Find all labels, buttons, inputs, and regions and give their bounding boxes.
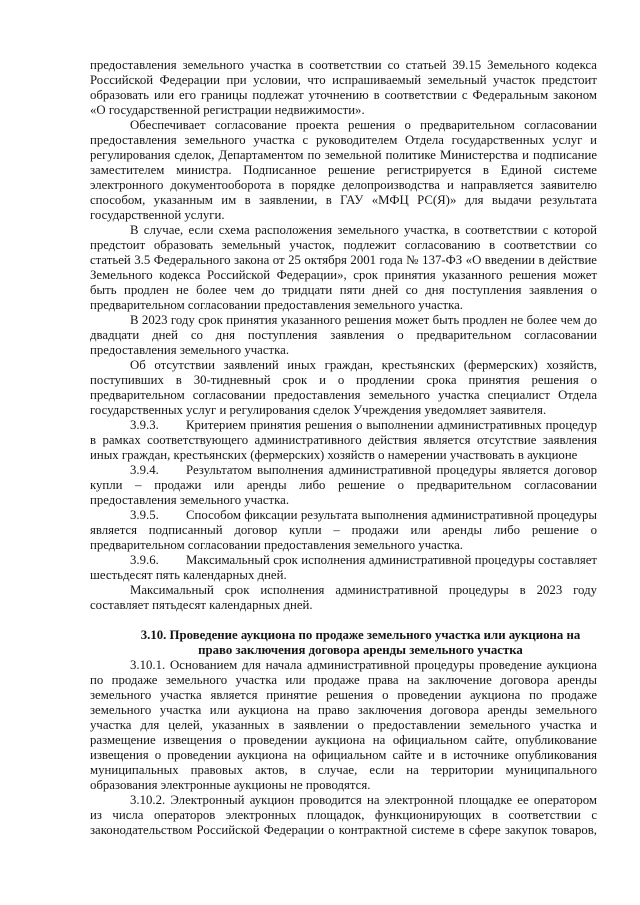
text-line: двадцати дней со дня поступления заявления о предварительном согласовании (90, 328, 597, 342)
document-body (90, 58, 597, 838)
item-text: Критерием принятия решения о выполнении административных процедур (186, 418, 597, 432)
text-line: участка для целей, указанных в заявлении о предоставлении земельного участка и (90, 718, 597, 732)
section-heading (90, 628, 597, 658)
text-line: «О государственной регистрации недвижимости». (90, 103, 365, 117)
text-line: статьей 3.5 Федерального закона от 25 октября 2001 года № 137-ФЗ «О введении в действие (90, 253, 597, 267)
text-line: образовать или его границы подлежат уточнению в соответствии с Федеральным законом (90, 88, 597, 102)
text-line: Земельного кодекса Российской Федерации», срок принятия указанного решения может (90, 268, 597, 282)
paragraph (90, 463, 597, 508)
text-line: способом, указанным им в заявлении, в ГАУ «МФЦ РС(Я)» для выдачи результата (90, 193, 597, 207)
text-line: предстоит образовать земельный участок, подлежит согласованию в соответствии со (90, 238, 597, 252)
text-line: электронного документооборота в порядке делопроизводства и направляется заявителю (90, 178, 597, 192)
text-line: купли – продажи или аренды либо решение о предварительном согласовании (90, 478, 597, 492)
text-line: поступивших в 30-тидневный срок и о продлении срока принятия решения о (90, 373, 597, 387)
text-line: заместителем министра. Подписанное решение регистрируется в Единой системе (90, 163, 597, 177)
text-line (90, 418, 597, 433)
paragraph (90, 658, 597, 793)
text-line: предоставления земельного участка с руководителем Отдела государственных услуг и (90, 133, 597, 147)
text-line: Обеспечивает согласование проекта решения о предварительном согласовании (130, 118, 597, 132)
heading-line: право заключения договора аренды земельного участка (198, 643, 523, 657)
text-line: извещения о проведении аукциона на официальном сайте и в источнике опубликования (90, 748, 597, 762)
text-line: 3.10.2. Электронный аукцион проводится на электронной площадке ее оператором (130, 793, 597, 807)
text-line: шестьдесят пять календарных дней. (90, 568, 287, 582)
text-line (90, 463, 597, 478)
text-line: муниципальных правовых актов, в случае, если на территории муниципального (90, 763, 597, 777)
text-line: государственных услуг и регулирования сделок Учреждения уведомляет заявителя. (90, 403, 547, 417)
text-line: законодательством Российской Федерации о контрактной системе в сфере закупок товаров, (90, 823, 597, 837)
text-line: предоставления земельного участка в соответствии со статьей 39.15 Земельного кодекса (90, 58, 597, 72)
item-number: 3.9.6. (130, 553, 159, 567)
paragraph (90, 583, 597, 613)
item-text: Способом фиксации результата выполнения административной процедуры (186, 508, 597, 522)
text-line: быть продлен не более чем до тридцати пяти дней со дня поступления заявления о (90, 283, 597, 297)
item-number: 3.9.5. (130, 508, 159, 522)
text-line: предварительном согласовании предоставления земельного участка. (90, 298, 463, 312)
text-line: предоставления земельного участка. (90, 343, 290, 357)
paragraph (90, 313, 597, 358)
paragraph (90, 58, 597, 118)
text-line: предварительном согласовании предоставления земельного участка. (90, 538, 463, 552)
item-number: 3.9.3. (130, 418, 159, 432)
paragraph (90, 553, 597, 583)
heading-line: 3.10. Проведение аукциона по продаже земельного участка или аукциона на (140, 628, 581, 642)
text-line (90, 508, 597, 523)
text-line: иных граждан, крестьянских (фермерских) хозяйств о намерении участвовать в аукционе (90, 448, 578, 462)
item-text: Результатом выполнения административной процедуры является договор (186, 463, 597, 477)
item-number: 3.9.4. (130, 463, 159, 477)
text-line: составляет пятьдесят календарных дней. (90, 598, 313, 612)
text-line: 3.10.1. Основанием для начала административной процедуры проведение аукциона (130, 658, 597, 672)
text-line: предварительном согласовании предоставления земельного участка специалист Отдела (90, 388, 597, 402)
paragraph (90, 118, 597, 223)
text-line: В 2023 году срок принятия указанного решения может быть продлен не более чем до (130, 313, 597, 327)
text-line: образования электронные аукционы не проводятся. (90, 778, 371, 792)
item-text: Максимальный срок исполнения административной процедуры составляет (186, 553, 597, 567)
paragraph (90, 358, 597, 418)
text-line: в рамках соответствующего административного действия является отсутствие заявления (90, 433, 597, 447)
text-line: Об отсутствии заявлений иных граждан, крестьянских (фермерских) хозяйств, (130, 358, 597, 372)
text-line: по продаже земельного участка или продаже права на заключение договора аренды (90, 673, 597, 687)
text-line: государственной услуги. (90, 208, 225, 222)
paragraph (90, 508, 597, 553)
paragraph (90, 418, 597, 463)
paragraph (90, 223, 597, 313)
text-line: из числа операторов электронных площадок, функционирующих в соответствии с (90, 808, 597, 822)
text-line: Российской Федерации при условии, что испрашиваемый земельный участок предстоит (90, 73, 597, 87)
text-line: земельного участка или аукциона на право заключения договора аренды земельного (90, 703, 597, 717)
paragraph (90, 793, 597, 838)
text-line: В случае, если схема расположения земельного участка, в соответствии с которой (130, 223, 597, 237)
text-line (90, 553, 597, 568)
text-line: является подписанный договор купли – продажи или аренды либо решение о (90, 523, 597, 537)
text-line: Максимальный срок исполнения административной процедуры в 2023 году (130, 583, 597, 597)
text-line: земельного участка является принятие решения о проведении аукциона по продаже (90, 688, 597, 702)
text-line: регулирования сделок, Департаментом по земельной политике Министерства и подписание (90, 148, 597, 162)
text-line: предоставления земельного участка. (90, 493, 290, 507)
text-line: размещение извещения о проведении аукциона на официальном сайте, опубликование (90, 733, 597, 747)
